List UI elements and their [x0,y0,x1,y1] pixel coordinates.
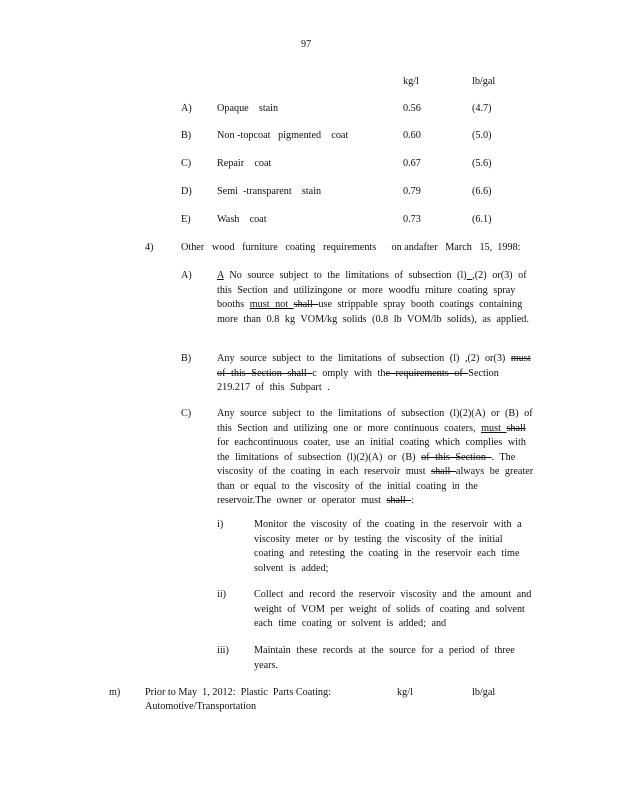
deleted-text: shall [506,422,526,434]
paragraph-text: Any source subject to the limitations of subsection (l)(2)(A) or (B) of this Section and utilizing one or more continuous coaters, [217,408,533,434]
inserted-text: must [481,422,507,434]
subitem-label: iii) [217,645,229,656]
section-number: 4) [145,242,154,253]
row-lbgal: (5.0) [472,130,492,141]
deleted-text: shall [431,466,456,477]
row-kgl: 0.56 [403,103,421,114]
subitem-text: Maintain these records at the source for a period of three years. [254,645,515,671]
row-name: Repair coat [217,158,272,169]
column-header-kgl: kg/l [403,76,419,87]
row-name: Opaque stain [217,103,279,114]
row-label: C) [181,158,192,169]
paragraph-label: C) [181,408,192,419]
paragraph-label: A) [181,270,192,281]
row-lbgal: (6.6) [472,186,492,197]
paragraph-text: use strippable spray booth coatings containing more than 0.8 kg VOM/kg solids (0.8 lb VOM/lb solids), as applied. [217,299,529,325]
row-name: Non -topcoat pigmented coat [217,130,349,141]
section-heading: Prior to May 1, 2012: Plastic Parts Coating: [145,687,331,698]
subitem-label: ii) [217,589,227,600]
paragraph-c [217,407,535,509]
paragraph-text: ,(2) or(3) of this Section and utilizingone or more woodfu rniture coating spray booths [217,270,527,310]
row-label: A) [181,103,192,114]
row-name: Wash coat [217,214,267,225]
paragraph-label: B) [181,353,192,364]
row-kgl: 0.73 [403,214,421,225]
row-name: Semi -transparent stain [217,186,322,197]
row-kgl: 0.60 [403,130,421,141]
deleted-text: shall [293,299,319,310]
column-header-kgl: kg/l [397,687,413,698]
inserted-text: A [217,270,224,281]
deleted-text: shall [386,495,412,506]
page-number: 97 [301,39,312,50]
subitem-text: Monitor the viscosity of the coating in the reservoir with a viscosity meter or by testing the viscosity of the initial coating and retesting the coating in the reservoir each time solvent is added; [254,519,522,574]
row-label: B) [181,130,192,141]
section-number: m) [109,687,121,698]
subitem-text: Collect and record the reservoir viscosity and the amount and weight of VOM per weight of solids of coating and solvent each time coating or solvent is added; and [254,589,532,629]
row-kgl: 0.67 [403,158,421,169]
paragraph-text: always be greater than or equal to the viscosity of the initial coating in the reservoir.The owner or operator must [217,466,534,506]
paragraph-text: c omply with th [312,367,386,379]
row-lbgal: (5.6) [472,158,492,169]
deleted-text: e requirements of [385,367,469,379]
paragraph-b [217,352,535,396]
paragraph-a [217,269,535,327]
deleted-text: of this Section [421,451,492,463]
paragraph-text: for eachcontinuous coater, use an initial coating which complies with the limitations of subsection (l)(2)(A) or (B) [217,437,526,463]
paragraph-text: No source subject to the limitations of subsection (l) [223,270,467,281]
row-lbgal: (6.1) [472,214,492,225]
paragraph-text: Any source subject to the limitations of subsection (l) ,(2) or(3) [217,353,511,364]
column-header-lbgal: lb/gal [472,687,496,698]
row-label: E) [181,214,191,225]
paragraph-text: : [411,495,415,506]
paragraph-text: . The viscosity of the coating in each reservoir must [217,451,516,477]
inserted-text: must not [249,299,294,310]
section-heading: Other wood furniture coating requirements on andafter March 15, 1998: [181,242,521,253]
paragraph-text: Section 219.217 of this Subpart . [217,367,499,393]
row-lbgal: (4.7) [472,103,492,114]
subitem-label: i) [217,519,224,530]
section-heading-line2: Automotive/Transportation [145,701,257,712]
row-label: D) [181,186,192,197]
column-header-lbgal: lb/gal [472,76,496,87]
row-kgl: 0.79 [403,186,421,197]
deleted-text: must of this Section shall [217,353,531,379]
